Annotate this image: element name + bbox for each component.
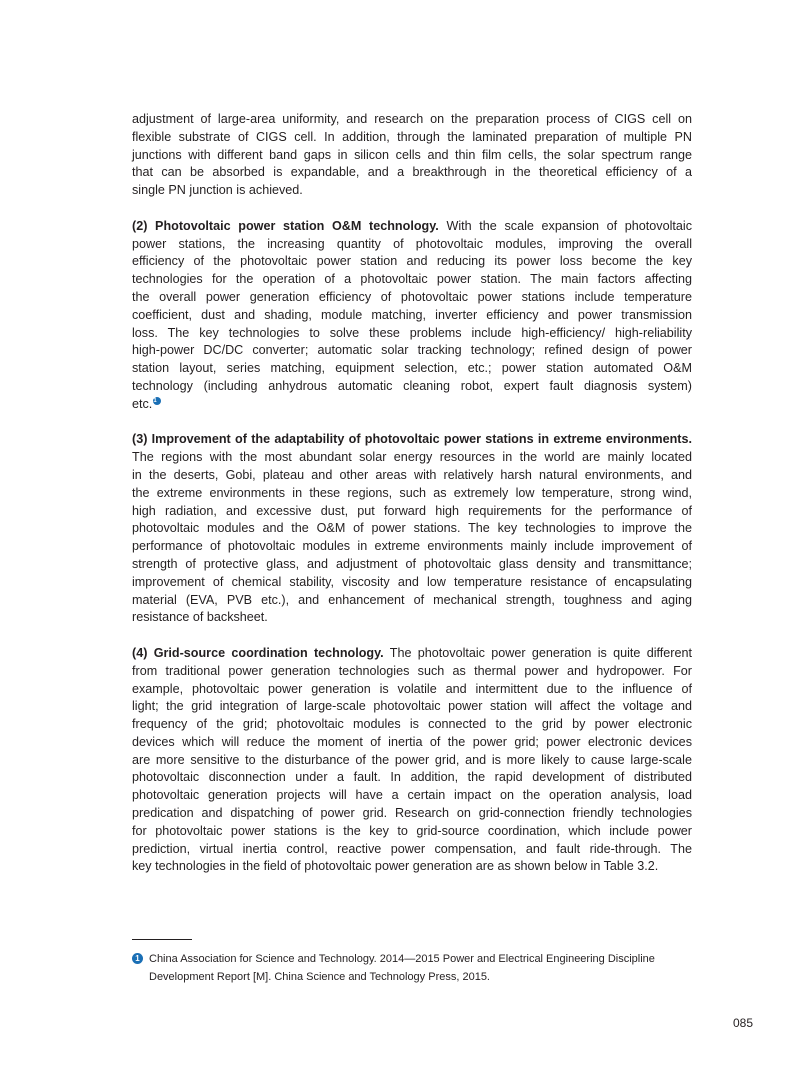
footnote-marker-icon: 1 [132, 953, 143, 964]
footnote-line: Development Report [M]. China Science and Technology Press, 2015. [149, 971, 490, 983]
text-line [132, 538, 692, 556]
text-line [132, 787, 692, 805]
text-span: the overall power generation efficiency of photovoltaic power stations include temperature [132, 289, 692, 304]
text-span: predication and dispatching of power grid. Research on grid-connection friendly technologies [132, 806, 692, 821]
text-span: technologies for the operation of a photovoltaic power station. The main factors affecting [132, 272, 692, 287]
text-line [132, 858, 692, 876]
text-line [132, 289, 692, 307]
text-span: in the deserts, Gobi, plateau and other areas with relatively harsh natural environments, and [132, 467, 692, 482]
text-line [132, 716, 692, 734]
text-span: etc. [132, 396, 153, 411]
text-span: power stations, the increasing quantity of photovoltaic modules, improving the overall [132, 236, 692, 251]
text-line [132, 182, 692, 200]
text-span: are more sensitive to the disturbance of the power grid, and is more likely to cause large-scale [132, 752, 692, 767]
body-text [132, 111, 692, 894]
text-span: material (EVA, PVB etc.), and enhancement of mechanical strength, toughness and aging [132, 592, 692, 607]
text-line [132, 556, 692, 574]
text-span: prediction, virtual inertia control, reactive power compensation, and fault ride-through. The [132, 841, 692, 856]
text-span: photovoltaic modules and the O&M of power stations. The key technologies to improve the [132, 521, 692, 536]
text-span: performance of photovoltaic modules in extreme environments mainly include improvement of [132, 539, 692, 554]
text-span: devices which will reduce the moment of inertia of the power grid; power electronic devices [132, 734, 692, 749]
text-span: station layout, series matching, equipment selection, etc.; power station automated O&M [132, 361, 692, 376]
text-span: that can be absorbed is expandable, and a breakthrough in the theoretical efficiency of a [132, 165, 692, 180]
text-span: The regions with the most abundant solar energy resources in the world are mainly located [132, 450, 692, 465]
text-line [132, 734, 692, 752]
text-line [132, 378, 692, 396]
text-line [132, 164, 692, 182]
text-line [132, 485, 692, 503]
text-line [132, 218, 692, 236]
text-span: strength of protective glass, and adjustment of photovoltaic glass density and transmittance; [132, 556, 692, 571]
text-line [132, 769, 692, 787]
text-line [132, 342, 692, 360]
text-span: flexible substrate of CIGS cell. In addition, through the laminated preparation of multiple PN [132, 129, 692, 144]
text-line [132, 431, 692, 449]
text-line [132, 253, 692, 271]
text-span: technology (including anhydrous automatic cleaning robot, expert fault diagnosis system) [132, 378, 692, 393]
text-span: junctions with different band gaps in silicon cells and thin film cells, the solar spectrum range [132, 147, 692, 162]
text-line [132, 147, 692, 165]
text-span: photovoltaic disconnection under a fault. In addition, the rapid development of distributed [132, 770, 692, 785]
paragraph-heading: (2) Photovoltaic power station O&M technology. [132, 218, 439, 233]
text-span: high radiation, and excessive dust, put forward high requirements for the performance of [132, 503, 692, 518]
text-line [132, 681, 692, 699]
page-number: 085 [733, 1016, 754, 1030]
footnote-divider [132, 939, 192, 940]
text-line [132, 271, 692, 289]
text-span: resistance of backsheet. [132, 610, 268, 625]
text-line [132, 520, 692, 538]
footnote-line: China Association for Science and Technology. 2014—2015 Power and Electrical Engineering Discipline [149, 953, 655, 965]
text-line [132, 360, 692, 378]
text-line [132, 236, 692, 254]
text-line: adjustment of large-area uniformity, and research on the preparation process of CIGS cell on [132, 112, 692, 126]
text-line [132, 574, 692, 592]
text-span: from traditional power generation technologies such as thermal power and hydropower. For [132, 663, 692, 678]
text-span: efficiency of the photovoltaic power station and reducing its power loss become the key [132, 254, 692, 269]
text-line [132, 449, 692, 467]
text-span: With the scale expansion of photovoltaic [438, 218, 693, 233]
text-line [132, 805, 692, 823]
text-span: The photovoltaic power generation is quite different [383, 645, 692, 660]
paragraph-heading: (4) Grid-source coordination technology. [132, 645, 384, 660]
text-span: light; the grid integration of large-scale photovoltaic power station will affect the voltage and [132, 699, 692, 714]
paragraph-heading: (3) Improvement of the adaptability of photovoltaic power stations in extreme environments. [132, 432, 692, 447]
text-line [132, 645, 692, 663]
text-line [132, 503, 692, 521]
text-span: coefficient, dust and shading, module matching, inverter efficiency and power transmission [132, 307, 692, 322]
text-span: high-power DC/DC converter; automatic solar tracking technology; refined design of power [132, 343, 692, 358]
text-line [132, 752, 692, 770]
text-span: example, photovoltaic power generation is volatile and intermittent due to the influence of [132, 681, 692, 696]
text-line [132, 663, 692, 681]
text-line [132, 592, 692, 610]
text-line [132, 609, 692, 627]
text-line [132, 823, 692, 841]
text-span: the extreme environments in these regions, such as extremely low temperature, strong wind, [132, 485, 692, 500]
text-span: photovoltaic generation projects will have a certain impact on the operation analysis, load [132, 788, 692, 803]
text-line [132, 307, 692, 325]
text-line [132, 841, 692, 859]
paragraph [132, 111, 692, 200]
text-line [132, 325, 692, 343]
footnote-reference-icon[interactable]: 1 [153, 397, 161, 405]
text-span: frequency of the grid; photovoltaic modules is connected to the grid by power electronic [132, 717, 692, 732]
text-line [132, 698, 692, 716]
text-span: key technologies in the field of photovoltaic power generation are as shown below in Table 3.2. [132, 859, 659, 874]
text-line [132, 467, 692, 485]
paragraph [132, 645, 692, 876]
footnote-text [149, 950, 692, 986]
text-span: loss. The key technologies to solve these problems include high-efficiency/ high-reliability [132, 325, 692, 340]
text-span: single PN junction is achieved. [132, 183, 303, 198]
text-line [132, 129, 692, 147]
footnote [132, 950, 692, 986]
text-span: for photovoltaic power stations is the key to grid-source coordination, which include power [132, 823, 692, 838]
paragraph [132, 218, 692, 414]
paragraph [132, 431, 692, 627]
text-line [132, 396, 692, 414]
text-span: improvement of chemical stability, viscosity and low temperature resistance of encapsulating [132, 574, 692, 589]
